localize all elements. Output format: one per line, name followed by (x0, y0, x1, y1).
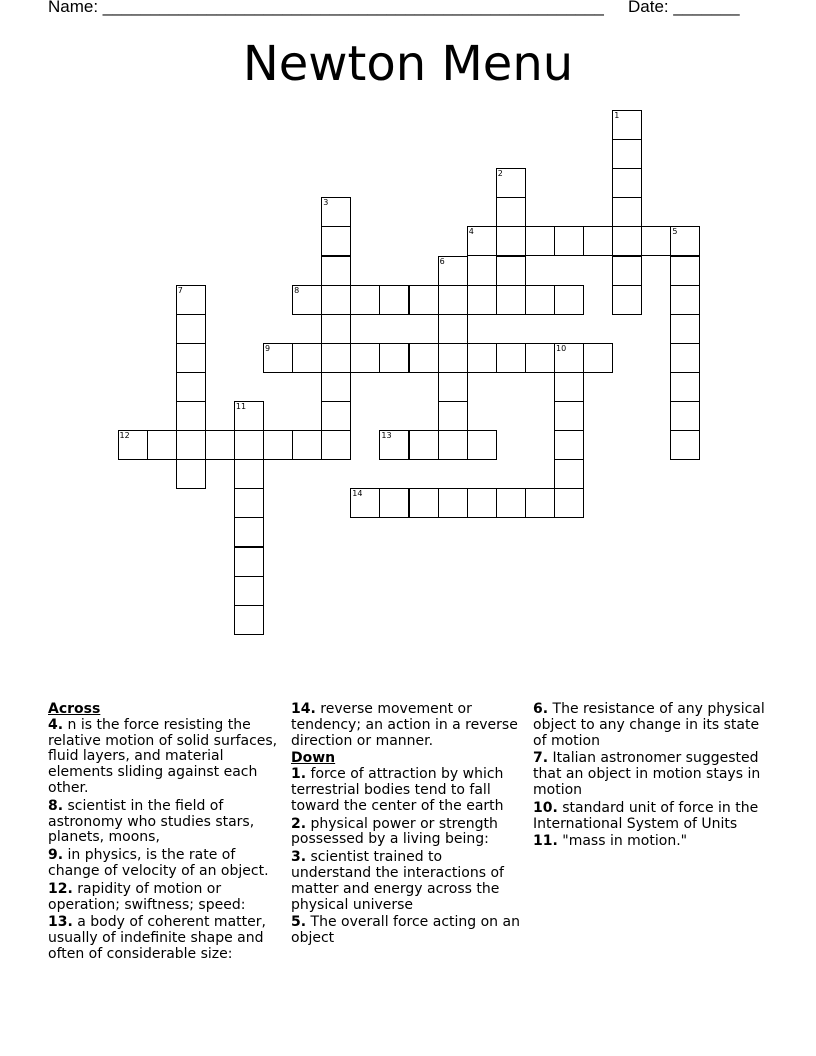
grid-cell[interactable] (176, 343, 206, 373)
grid-cell[interactable] (612, 139, 642, 169)
clue-number: 4. (48, 716, 64, 733)
grid-cell[interactable] (554, 372, 584, 402)
grid-cell[interactable] (554, 488, 584, 518)
grid-cell[interactable] (205, 430, 235, 460)
grid-cell[interactable] (176, 372, 206, 402)
across-clue (291, 702, 523, 749)
grid-cell[interactable] (321, 226, 351, 256)
grid-cell[interactable] (321, 314, 351, 344)
grid-cell[interactable] (467, 430, 497, 460)
cell-number: 6 (439, 256, 445, 266)
grid-cell[interactable] (234, 576, 264, 606)
grid-cell[interactable] (583, 343, 613, 373)
clue-text: n is the force resisting the relative motion of solid surfaces, fluid layers, and material elements sliding against each other. (48, 716, 278, 796)
grid-cell[interactable] (467, 226, 497, 256)
down-clue (533, 702, 765, 749)
grid-cell[interactable] (438, 430, 468, 460)
grid-cell[interactable] (350, 285, 380, 315)
clue-number: 7. (533, 750, 549, 767)
grid-cell[interactable] (670, 314, 700, 344)
grid-cell[interactable] (409, 285, 439, 315)
grid-cell[interactable] (612, 256, 642, 286)
cell-number: 14 (352, 489, 363, 499)
across-clue (48, 848, 280, 880)
grid-cell[interactable] (438, 372, 468, 402)
cell-number: 4 (468, 227, 474, 237)
grid-cell[interactable] (496, 343, 526, 373)
grid-cell[interactable] (409, 430, 439, 460)
clue-column-1 (48, 702, 280, 965)
grid-cell[interactable] (525, 226, 555, 256)
clue-number: 2. (291, 815, 307, 832)
clue-number: 12. (48, 880, 73, 897)
name-line: Name: _____________________________________________________ (48, 0, 604, 16)
clue-text: "mass in motion." (562, 833, 688, 850)
cell-number: 9 (265, 343, 271, 353)
grid-cell[interactable] (176, 430, 206, 460)
grid-cell[interactable] (234, 401, 264, 431)
down-clue (291, 817, 523, 849)
across-clue (48, 915, 280, 962)
clue-number: 10. (533, 799, 558, 816)
grid-cell[interactable] (554, 343, 584, 373)
grid-cell[interactable] (234, 517, 264, 547)
grid-cell[interactable] (496, 488, 526, 518)
grid-cell[interactable] (496, 256, 526, 286)
grid-cell[interactable] (554, 459, 584, 489)
grid-cell[interactable] (438, 401, 468, 431)
grid-cell[interactable] (438, 343, 468, 373)
grid-cell[interactable] (438, 314, 468, 344)
grid-cell[interactable] (118, 430, 148, 460)
down-clue (533, 751, 765, 798)
clue-number: 14. (291, 701, 316, 717)
grid-cell[interactable] (321, 430, 351, 460)
grid-cell[interactable] (321, 372, 351, 402)
grid-cell[interactable] (670, 430, 700, 460)
clue-number: 13. (48, 914, 73, 931)
clue-column-2 (291, 702, 523, 949)
grid-cell[interactable] (263, 430, 293, 460)
clue-text: scientist in the field of astronomy who studies stars, planets, moons, (48, 797, 255, 846)
grid-cell[interactable] (321, 401, 351, 431)
grid-cell[interactable] (321, 197, 351, 227)
grid-cell[interactable] (234, 459, 264, 489)
grid-cell[interactable] (554, 285, 584, 315)
grid-cell[interactable] (496, 197, 526, 227)
across-clue (48, 799, 280, 846)
grid-cell[interactable] (496, 226, 526, 256)
grid-cell[interactable] (583, 226, 613, 256)
grid-cell[interactable] (321, 256, 351, 286)
clue-column-3 (533, 702, 765, 852)
grid-cell[interactable] (467, 285, 497, 315)
grid-cell[interactable] (292, 343, 322, 373)
grid-cell[interactable] (438, 488, 468, 518)
clue-text: Italian astronomer suggested that an object in motion stays in motion (533, 750, 761, 798)
grid-cell[interactable] (554, 401, 584, 431)
clue-number: 1. (291, 766, 307, 783)
clue-text: force of attraction by which terrestrial bodies tend to fall toward the center of the earth (291, 766, 504, 814)
grid-cell[interactable] (379, 343, 409, 373)
grid-cell[interactable] (292, 430, 322, 460)
grid-cell[interactable] (379, 285, 409, 315)
grid-cell[interactable] (670, 343, 700, 373)
grid-cell[interactable] (641, 226, 671, 256)
clue-text: scientist trained to understand the interactions of matter and energy across the physical universe (291, 849, 504, 913)
clue-text: standard unit of force in the International System of Units (533, 799, 759, 832)
clue-number: 6. (533, 701, 549, 717)
clue-text: reverse movement or tendency; an action in a reverse direction or manner. (291, 701, 518, 749)
grid-cell[interactable] (409, 343, 439, 373)
grid-cell[interactable] (670, 226, 700, 256)
grid-cell[interactable] (525, 343, 555, 373)
clue-text: physical power or strength possessed by a living being: (291, 815, 498, 848)
grid-cell[interactable] (670, 372, 700, 402)
grid-cell[interactable] (176, 285, 206, 315)
grid-cell[interactable] (670, 285, 700, 315)
grid-cell[interactable] (467, 343, 497, 373)
grid-cell[interactable] (234, 430, 264, 460)
cell-number: 8 (294, 285, 300, 295)
down-clue (291, 767, 523, 814)
grid-cell[interactable] (321, 343, 351, 373)
cell-number: 1 (614, 111, 620, 120)
grid-cell[interactable] (496, 168, 526, 198)
grid-cell[interactable] (292, 285, 322, 315)
cell-number: 13 (381, 431, 392, 441)
grid-cell[interactable] (670, 256, 700, 286)
grid-cell[interactable] (438, 256, 468, 286)
grid-cell[interactable] (612, 110, 642, 140)
grid-cell[interactable] (234, 605, 264, 635)
grid-cell[interactable] (409, 488, 439, 518)
grid-cell[interactable] (350, 488, 380, 518)
grid-cell[interactable] (467, 488, 497, 518)
grid-cell[interactable] (350, 343, 380, 373)
grid-cell[interactable] (379, 488, 409, 518)
clue-text: The overall force acting on an object (291, 914, 520, 947)
grid-cell[interactable] (176, 459, 206, 489)
cell-number: 7 (177, 285, 183, 295)
cell-number: 10 (556, 343, 567, 353)
date-line: Date: _______ (628, 0, 740, 16)
grid-cell[interactable] (379, 430, 409, 460)
grid-cell[interactable] (176, 314, 206, 344)
grid-cell[interactable] (234, 488, 264, 518)
grid-cell[interactable] (554, 226, 584, 256)
cell-number: 12 (119, 431, 130, 441)
grid-cell[interactable] (321, 285, 351, 315)
down-clue (291, 850, 523, 913)
grid-cell[interactable] (234, 547, 264, 577)
down-heading: Down (291, 750, 336, 767)
grid-cell[interactable] (525, 488, 555, 518)
cell-number: 2 (497, 169, 503, 179)
clue-number: 8. (48, 797, 64, 814)
clue-number: 11. (533, 833, 558, 850)
grid-cell[interactable] (612, 226, 642, 256)
grid-cell[interactable] (176, 401, 206, 431)
grid-cell[interactable] (670, 401, 700, 431)
down-clue (291, 915, 523, 947)
grid-cell[interactable] (554, 430, 584, 460)
clue-number: 9. (48, 847, 64, 864)
clue-text: The resistance of any physical object to any change in its state of motion (533, 701, 765, 749)
cell-number: 3 (323, 198, 329, 208)
grid-cell[interactable] (525, 285, 555, 315)
grid-cell[interactable] (612, 197, 642, 227)
grid-cell[interactable] (438, 285, 468, 315)
cell-number: 5 (672, 227, 678, 237)
grid-cell[interactable] (612, 285, 642, 315)
clue-text: a body of coherent matter, usually of indefinite shape and often of considerable size: (48, 914, 266, 962)
cell-number: 11 (235, 402, 247, 411)
down-clue (533, 801, 765, 833)
grid-cell[interactable] (612, 168, 642, 198)
across-heading: Across (48, 701, 101, 717)
clue-number: 5. (291, 914, 307, 931)
grid-cell[interactable] (496, 285, 526, 315)
across-clue (48, 882, 280, 914)
page-title: Newton Menu (242, 36, 574, 92)
clue-number: 3. (291, 849, 307, 866)
down-clue (533, 834, 765, 850)
across-clue (48, 718, 280, 797)
grid-cell[interactable] (147, 430, 177, 460)
clue-text: in physics, is the rate of change of velocity of an object. (48, 847, 269, 879)
clue-text: rapidity of motion or operation; swiftness; speed: (48, 880, 246, 913)
grid-cell[interactable] (263, 343, 293, 373)
